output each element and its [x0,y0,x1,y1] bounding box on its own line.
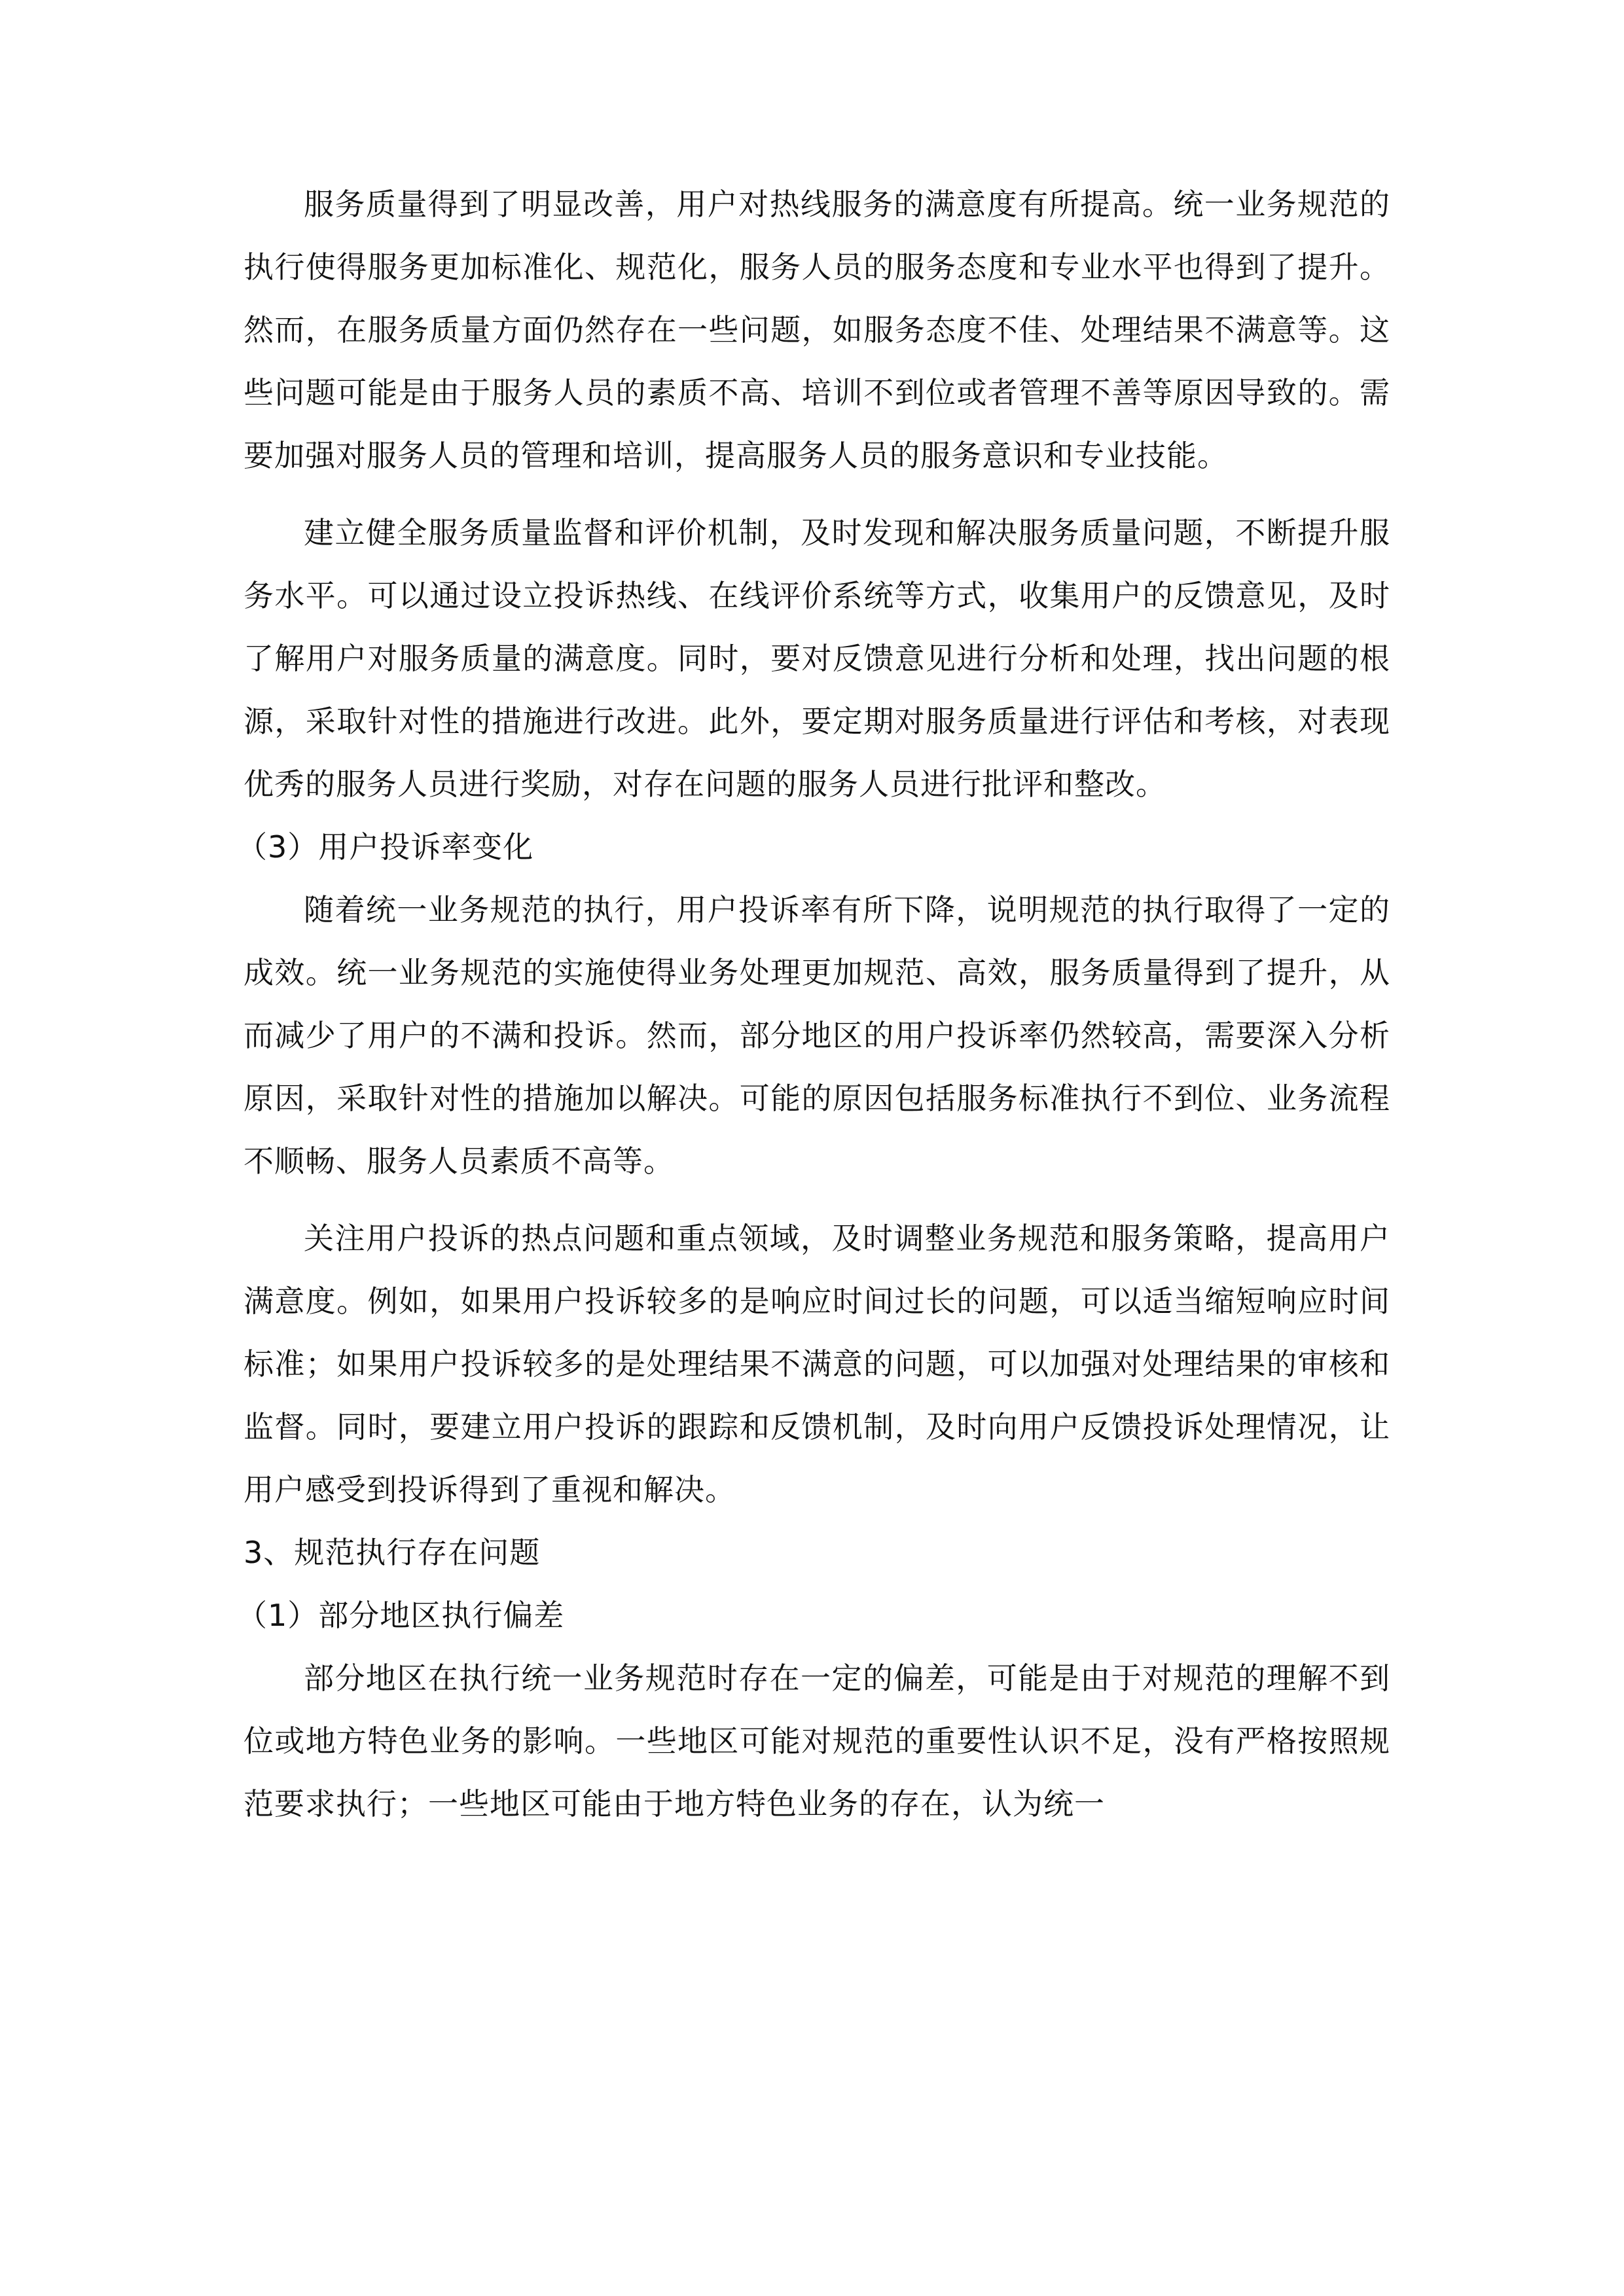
paragraph-complaint-hotspots: 关注用户投诉的热点问题和重点领域，及时调整业务规范和服务策略，提高用户满意度。例如，如果用户投诉较多的是响应时间过长的问题，可以适当缩短响应时间标准；如果用户投诉较多的是处理结果不满意的问题，可以加强对处理结果的审核和监督。同时，要建立用户投诉的跟踪和反馈机制，及时向用户反馈投诉处理情况，让用户感受到投诉得到了重视和解决。 [244,1221,1390,1507]
section-heading-execution-problems: 3、规范执行存在问题 [244,1535,541,1570]
subheading-complaint-rate: （3）用户投诉率变化 [237,829,534,865]
subheading-regional-deviation: （1）部分地区执行偏差 [237,1598,565,1633]
paragraph-service-quality: 服务质量得到了明显改善，用户对热线服务的满意度有所提高。统一业务规范的执行使得服务更加标准化、规范化，服务人员的服务态度和专业水平也得到了提升。然而，在服务质量方面仍然存在一些问题，如服务态度不佳、处理结果不满意等。这些问题可能是由于服务人员的素质不高、培训不到位或者管理不善等原因导致的。需要加强对服务人员的管理和培训，提高服务人员的服务意识和专业技能。 [244,187,1390,473]
paragraph-quality-supervision: 建立健全服务质量监督和评价机制，及时发现和解决服务质量问题，不断提升服务水平。可以通过设立投诉热线、在线评价系统等方式，收集用户的反馈意见，及时了解用户对服务质量的满意度。同时，要对反馈意见进行分析和处理，找出问题的根源，采取针对性的措施进行改进。此外，要定期对服务质量进行评估和考核，对表现优秀的服务人员进行奖励，对存在问题的服务人员进行批评和整改。 [244,515,1390,802]
paragraph-regional-deviation: 部分地区在执行统一业务规范时存在一定的偏差，可能是由于对规范的理解不到位或地方特色业务的影响。一些地区可能对规范的重要性认识不足，没有严格按照规范要求执行；一些地区可能由于地方特色业务的存在，认为统一 [244,1660,1390,1821]
paragraph-complaint-rate: 随着统一业务规范的执行，用户投诉率有所下降，说明规范的执行取得了一定的成效。统一业务规范的实施使得业务处理更加规范、高效，服务质量得到了提升，从而减少了用户的不满和投诉。然而，部分地区的用户投诉率仍然较高，需要深入分析原因，采取针对性的措施加以解决。可能的原因包括服务标准执行不到位、业务流程不顺畅、服务人员素质不高等。 [244,892,1390,1179]
document-body [237,173,1390,1835]
